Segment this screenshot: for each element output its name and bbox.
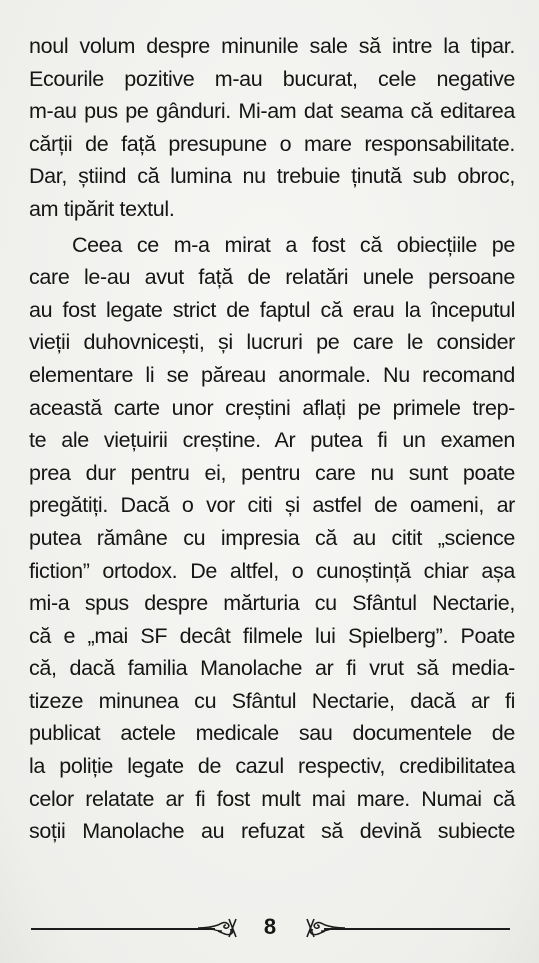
- text-line: această carte unor creștini aflați pe primele trep-: [29, 395, 515, 420]
- text-line: fiction” ortodox. De altfel, o cunoștință chiar așa: [29, 558, 515, 583]
- text-line: mi-a spus despre mărturia cu Sfântul Nectarie,: [29, 591, 515, 616]
- text-line: la poliție legate de cazul respectiv, credibilitatea: [29, 754, 515, 779]
- text-line: tizeze minunea cu Sfântul Nectarie, dacă ar fi: [29, 688, 515, 713]
- text-line: te ale viețuirii creștine. Ar putea fi un examen: [29, 428, 515, 453]
- text-line: Ecourile pozitive m-au bucurat, cele negative: [29, 66, 515, 91]
- text-line: pregătiți. Dacă o vor citi și astfel de oameni, ar: [29, 493, 515, 518]
- text-line: cărții de față presupune o mare responsabilitate.: [29, 131, 515, 156]
- text-line: putea rămâne cu impresia că au citit „science: [29, 525, 515, 550]
- text-line: care le-au avut față de relatări unele persoane: [29, 265, 515, 290]
- page-footer: [0, 906, 539, 946]
- text-line: Dar, știind că lumina nu trebuie ținută sub obroc,: [29, 164, 515, 189]
- text-line: publicat actele medicale sau documentele de: [29, 721, 515, 746]
- text-line: noul volum despre minunile sale să intre la tipar.: [29, 34, 515, 58]
- text-line: celor relatate ar fi fost mult mai mare. Numai că: [29, 786, 515, 811]
- text-line: vieții duhovnicești, și lucruri pe care le consider: [29, 330, 515, 355]
- text-line: am tipărit textul.: [29, 196, 175, 221]
- paragraph-first-line: Ceea ce m-a mirat a fost că obiecțiile pe: [72, 232, 515, 257]
- text-line: au fost legate strict de faptul că erau la începutul: [29, 297, 515, 322]
- footer-rule-left: [31, 928, 215, 930]
- text-line: elementare li se păreau anormale. Nu recomand: [29, 362, 515, 387]
- text-line: prea dur pentru ei, pentru care nu sunt poate: [29, 460, 515, 485]
- text-line: soții Manolache au refuzat să devină subiecte: [29, 819, 515, 844]
- text-line: m-au pus pe gânduri. Mi-am dat seama că editarea: [29, 99, 515, 124]
- page-number: 8: [263, 914, 277, 939]
- flourish-left-icon: [198, 915, 238, 941]
- body-text: [29, 30, 515, 848]
- footer-rule-right: [324, 928, 510, 930]
- text-line: că, dacă familia Manolache ar fi vrut să media-: [29, 656, 515, 681]
- text-line: că e „mai SF decât filmele lui Spielberg”. Poate: [29, 623, 515, 648]
